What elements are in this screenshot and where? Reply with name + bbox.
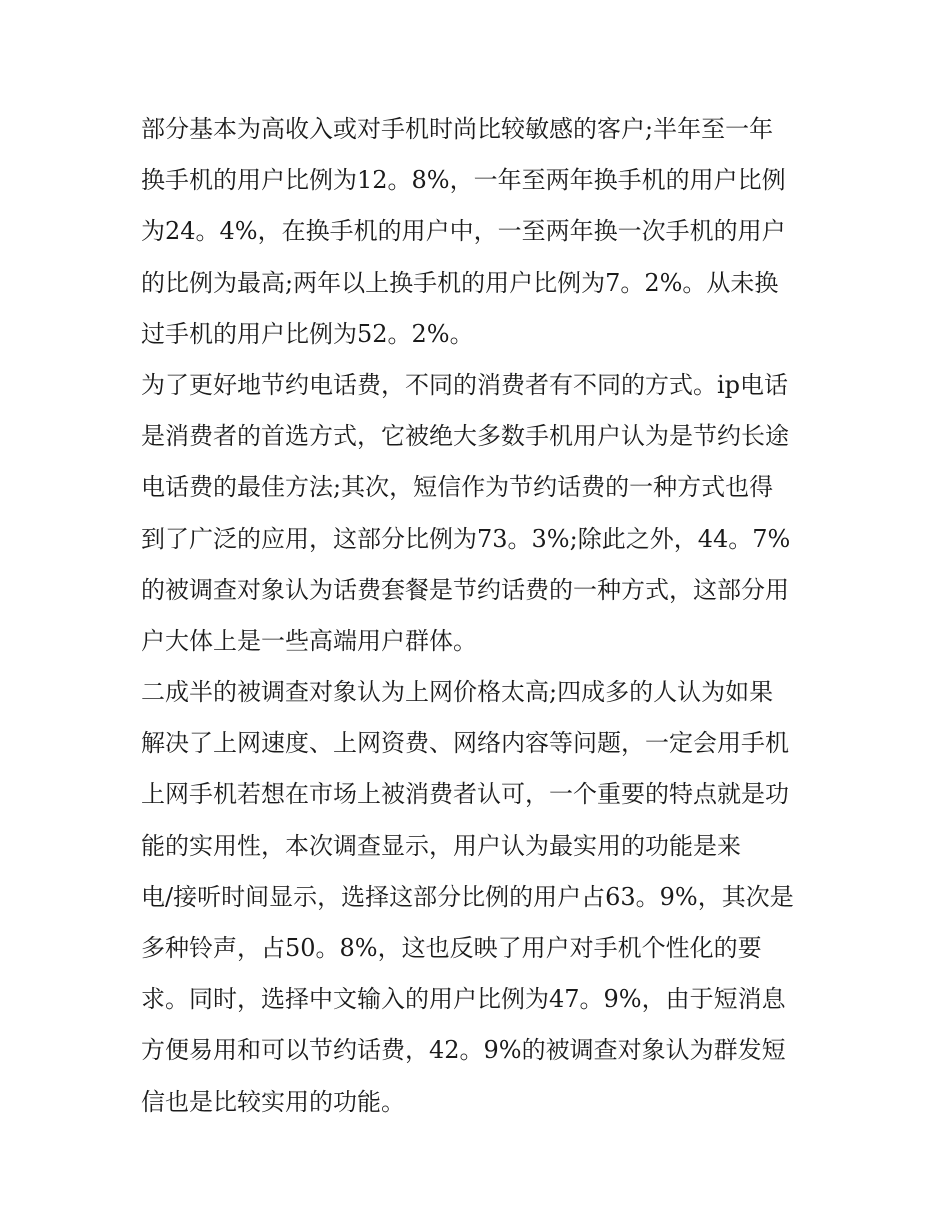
body-text [141, 104, 821, 1128]
text-line: 户大体上是一些高端用户群体。 [141, 626, 477, 655]
text-line: 电话费的最佳方法;其次，短信作为节约话费的一种方式也得 [141, 473, 774, 502]
text-line: 的比例为最高;两年以上换手机的用户比例为7。2%。从未换 [141, 268, 779, 297]
text-line: 解决了上网速度、上网资费、网络内容等问题，一定会用手机 [141, 729, 789, 758]
text-line: 到了广泛的应用，这部分比例为73。3%;除此之外，44。7% [141, 524, 791, 553]
text-line: 方便易用和可以节约话费，42。9%的被调查对象认为群发短 [141, 1036, 786, 1065]
text-line: 上网手机若想在市场上被消费者认可，一个重要的特点就是功 [141, 780, 789, 809]
text-line: 换手机的用户比例为12。8%，一年至两年换手机的用户比例 [141, 166, 786, 195]
text-line: 是消费者的首选方式，它被绝大多数手机用户认为是节约长途 [141, 422, 789, 451]
text-line: 电/接听时间显示，选择这部分比例的用户占63。9%，其次是 [141, 882, 794, 911]
text-line: 为了更好地节约电话费，不同的消费者有不同的方式。ip电话 [141, 370, 789, 399]
text-line: 信也是比较实用的功能。 [141, 1087, 405, 1116]
text-line: 多种铃声，占50。8%，这也反映了用户对手机个性化的要 [141, 934, 762, 962]
text-line: 二成半的被调查对象认为上网价格太高;四成多的人认为如果 [141, 678, 774, 707]
text-line: 为24。4%，在换手机的用户中，一至两年换一次手机的用户 [141, 217, 786, 246]
text-line: 过手机的用户比例为52。2%。 [141, 319, 474, 348]
text-line: 求。同时，选择中文输入的用户比例为47。9%，由于短消息 [141, 985, 786, 1014]
text-line: 的被调查对象认为话费套餐是节约话费的一种方式，这部分用 [141, 575, 789, 604]
text-line: 部分基本为高收入或对手机时尚比较敏感的客户;半年至一年 [141, 115, 774, 143]
text-line: 能的实用性，本次调查显示，用户认为最实用的功能是来 [141, 831, 741, 860]
